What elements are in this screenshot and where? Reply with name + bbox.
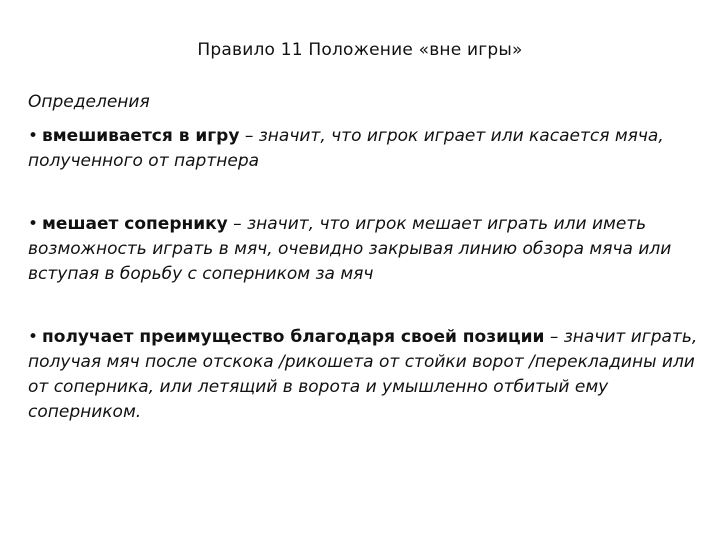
slide-content [28, 92, 703, 425]
bullet-icon: • [28, 126, 39, 146]
bullet-icon: • [28, 327, 39, 347]
section-heading: Определения [28, 92, 150, 112]
definition-text: значит, что игрок играет или касается мяча, полученного от партнера [28, 126, 664, 171]
bullet-icon: • [28, 214, 39, 234]
definition-item [28, 124, 703, 174]
definition-dash: – [227, 214, 248, 234]
definition-term: мешает сопернику [42, 214, 228, 234]
definition-text: значит, что игрок мешает играть или иметь возможность играть в мяч, очевидно закрывая линию обзора мяча или вступая в борьбу с соперником за мяч [28, 214, 672, 284]
definition-item [28, 212, 703, 287]
definition-dash: – [544, 327, 564, 347]
definition-text: значит играть, получая мяч после отскока /рикошета от стойки ворот /перекладины или от соперника, или летящий в ворота и умышленно отбитый ему соперником. [28, 327, 698, 422]
slide-title: Правило 11 Положение «вне игры» [197, 40, 523, 60]
definition-term: вмешивается в игру [42, 126, 240, 146]
definition-dash: – [239, 126, 259, 146]
definition-term: получает преимущество благодаря своей позиции [42, 327, 545, 347]
definition-item [28, 325, 703, 425]
